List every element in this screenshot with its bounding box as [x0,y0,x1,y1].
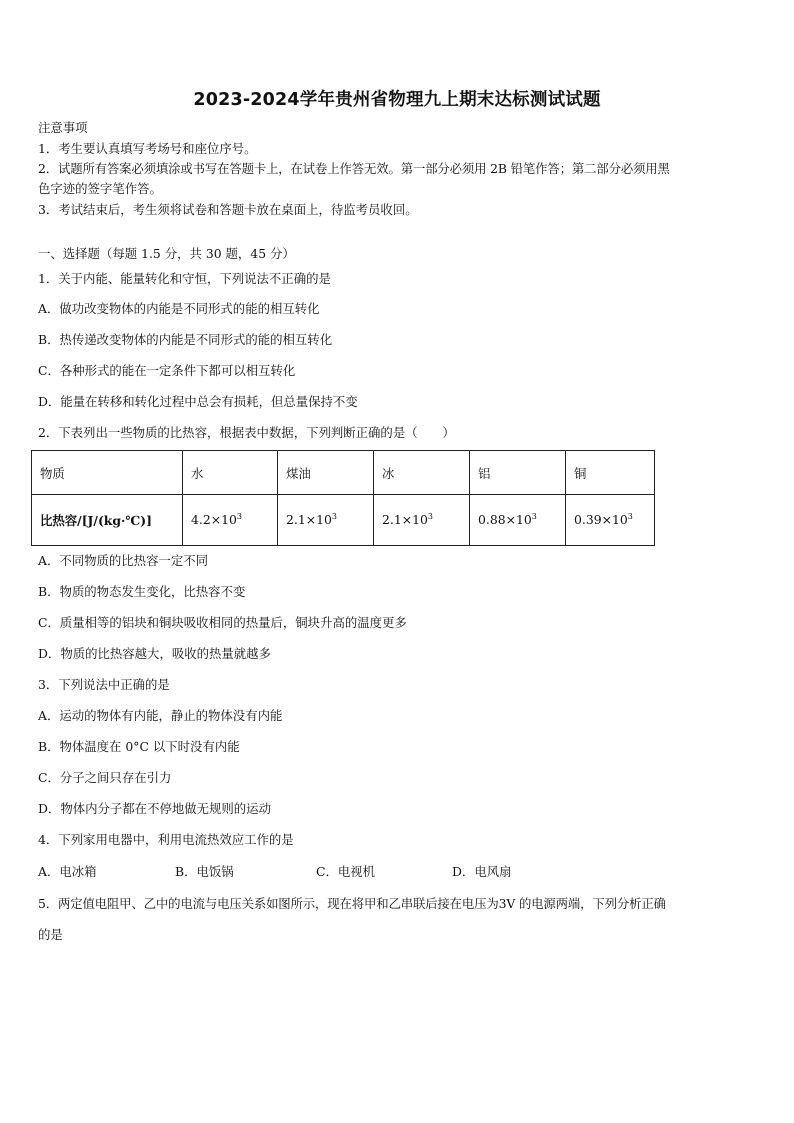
table-cell [278,495,374,546]
question-2-option-b: B．物质的物态发生变化，比热容不变 [38,584,246,599]
table-header-cell: 铜 [566,451,655,495]
table-row [32,495,655,546]
table-row-label: 比热容/[J/(kg·℃)] [32,495,183,546]
question-5-stem-line-1: 5．两定值电阻甲、乙中的电流与电压关系如图所示，现在将甲和乙串联后接在电压为3V 的电源两端，下列分析正确 [38,896,666,911]
question-4-option-d: D．电风扇 [452,864,512,879]
table-header-cell: 物质 [32,451,183,495]
section-heading: 一、选择题（每题 1.5 分，共 30 题，45 分） [38,246,295,261]
value-exponent: 3 [531,512,537,522]
notice-heading: 注意事项 [38,120,88,135]
question-1-option-d: D．能量在转移和转化过程中总会有损耗，但总量保持不变 [38,394,358,409]
value-mantissa: 2.1×10 [286,512,332,528]
question-3-option-b: B．物体温度在 0°C 以下时没有内能 [38,739,240,754]
specific-heat-table [31,450,655,546]
value-mantissa: 2.1×10 [382,512,428,528]
question-1-option-c: C．各种形式的能在一定条件下都可以相互转化 [38,363,296,378]
table-header-row [32,451,655,495]
page-title: 2023-2024学年贵州省物理九上期末达标测试试题 [193,90,601,110]
question-3-stem: 3．下列说法中正确的是 [38,677,170,692]
question-2-option-c: C．质量相等的铝块和铜块吸收相同的热量后，铜块升高的温度更多 [38,615,407,630]
notice-item-2-line-2: 色字迹的签字笔作答。 [38,181,162,196]
question-3-option-c: C．分子之间只存在引力 [38,770,172,785]
question-1-option-b: B．热传递改变物体的内能是不同形式的能的相互转化 [38,332,333,347]
table-header-cell: 煤油 [278,451,374,495]
question-2-option-d: D．物质的比热容越大，吸收的热量就越多 [38,646,271,661]
notice-item-3: 3．考试结束后，考生须将试卷和答题卡放在桌面上，待监考员收回。 [38,202,418,217]
value-exponent: 3 [236,512,242,522]
question-2-stem: 2．下表列出一些物质的比热容，根据表中数据，下列判断正确的是（ ） [38,425,455,440]
value-exponent: 3 [331,512,337,522]
question-4-option-c: C．电视机 [316,864,376,879]
table-header-cell: 铝 [470,451,566,495]
value-mantissa: 0.39×10 [574,512,628,528]
question-1-stem: 1．关于内能、能量转化和守恒，下列说法不正确的是 [38,271,331,286]
question-3-option-d: D．物体内分子都在不停地做无规则的运动 [38,801,271,816]
question-2-option-a: A．不同物质的比热容一定不同 [38,553,209,568]
question-4-stem: 4．下列家用电器中，利用电流热效应工作的是 [38,832,294,847]
notice-item-2-line-1: 2．试题所有答案必须填涂或书写在答题卡上，在试卷上作答无效。第一部分必须用 2B 铅笔作答；第二部分必须用黑 [38,161,670,176]
table-cell [183,495,278,546]
question-5-stem-line-2: 的是 [38,927,63,942]
table-header-cell: 冰 [374,451,470,495]
value-exponent: 3 [427,512,433,522]
table-cell [566,495,655,546]
question-3-option-a: A．运动的物体有内能，静止的物体没有内能 [38,708,283,723]
notice-item-1: 1．考生要认真填写考场号和座位序号。 [38,141,257,156]
table-cell [470,495,566,546]
value-mantissa: 4.2×10 [191,512,237,528]
question-1-option-a: A．做功改变物体的内能是不同形式的能的相互转化 [38,301,320,316]
table-header-cell: 水 [183,451,278,495]
question-4-option-b: B．电饭锅 [175,864,234,879]
table-cell [374,495,470,546]
value-mantissa: 0.88×10 [478,512,532,528]
question-4-option-a: A．电冰箱 [38,864,97,879]
value-exponent: 3 [627,512,633,522]
